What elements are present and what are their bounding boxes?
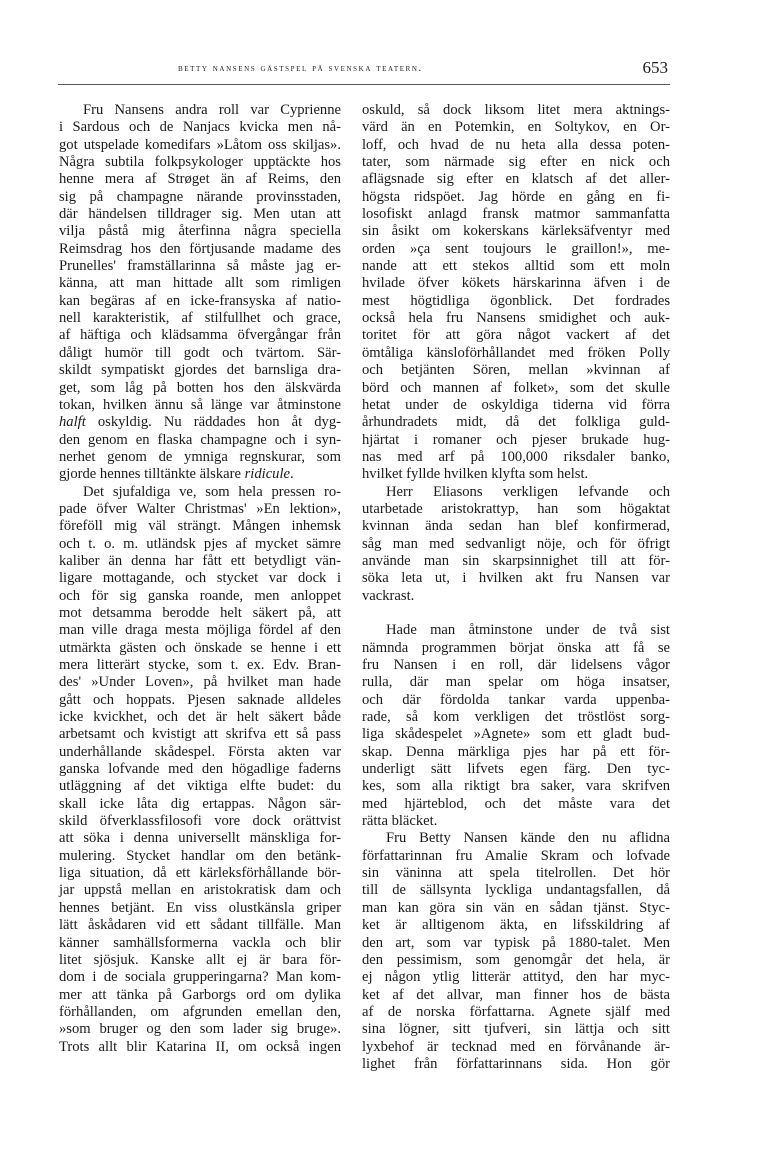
line-text: Reimsdrag hos den förtjusande madame des: [59, 240, 341, 257]
line-text: utläggning af det viktiga elfte budet: du: [59, 778, 341, 795]
line-text: fru Nansen i en roll, där lidelsens vågor: [362, 657, 670, 673]
text-line: [362, 553, 670, 570]
text-line: [59, 657, 341, 674]
line-text: liga situation, då ett kärleksförhållande bör-: [59, 865, 341, 882]
line-text: af häftiga och klädsamma öfvergångar från: [59, 327, 341, 344]
line-text: den pessimism, som genomgår det hela, är: [362, 951, 670, 968]
text-line: [59, 536, 341, 553]
line-text: jar uppstå mellan en aristokratisk dam och: [59, 882, 341, 899]
text-line: [362, 900, 670, 917]
line-text: vilja påstå mig återfinna några speciella: [59, 223, 341, 240]
line-text: Herr Eliasons verkligen lefvande och: [386, 483, 670, 500]
line-text: mera litterärt stycke, som t. ex. Edv. Bran-: [59, 657, 341, 673]
line-text: tater, som närmade sig efter en nick och: [362, 154, 670, 171]
text-line: gjorde hennes tilltänkte älskare ridicule.: [59, 466, 294, 483]
line-text: den genom en flaska champagne och i syn-: [59, 431, 341, 448]
line-text: aflägsnade sig efter en klatsch af det aller-: [362, 171, 670, 188]
line-text: också hela fru Nansens smidighet och auk-: [362, 310, 670, 327]
text-line: [362, 1039, 670, 1056]
text-line: [59, 223, 341, 240]
line-text: högsta ridspöet. Jag hörde en gång en fi-: [362, 188, 670, 205]
text-line: [59, 241, 341, 258]
text-line: [362, 206, 670, 223]
line-text: utmärkta gästen och önskade se henne i ett: [59, 639, 341, 656]
line-text: nerhet genom de ymniga regnskurar, som: [59, 448, 341, 465]
text-line: [59, 605, 341, 622]
line-text: mot detsamma berodde helt säkert på, att: [59, 604, 341, 621]
text-line: [59, 969, 341, 986]
line-text: rade, så kom verkligen det tröstlöst sorg-: [362, 709, 670, 726]
text-line: [362, 189, 670, 206]
line-text: arbetsamt och kvistigt att skrifva ett så pass: [59, 726, 341, 743]
line-text: losofiskt anlagd fransk matmor sammanfatta: [362, 206, 670, 223]
text-line: [59, 900, 341, 917]
text-line: [59, 501, 341, 518]
line-text: i Sardous och de Nanjacs kvicka men nå-: [59, 119, 341, 136]
line-text: förhållanden, om afgrunden emellan den,: [59, 1003, 341, 1020]
line-text: underhållande skådespel. Första akten var: [59, 743, 341, 760]
text-line: [59, 830, 341, 847]
line-text: sin åsikt om kokerskans kärleksäfventyr med: [362, 223, 670, 240]
line-text: ej någon ytlig litterär attityd, den har myc-: [362, 969, 670, 986]
line-text: kvinnan ända sedan han blef konfirmerad,: [362, 518, 670, 535]
text-line: [59, 761, 341, 778]
text-line: [362, 952, 670, 969]
line-text: sina lögner, sitt tjufveri, sin lättja och sitt: [362, 1021, 670, 1038]
page-header: [58, 60, 670, 85]
line-text: och där fördolda tankar varda uppenba-: [362, 691, 670, 708]
text-line: [59, 744, 341, 761]
text-line: [362, 1004, 670, 1021]
text-line: [362, 605, 670, 622]
line-text: des' »Under Loven», på hvilket man hade: [59, 674, 341, 691]
running-title: betty nansens gästspel på svenska teatern.: [178, 63, 423, 74]
page-number: 653: [642, 58, 668, 77]
line-text: hetat under de oskyldiga tiderna vid förra: [362, 396, 670, 413]
line-text: underligt sätt lifvets egen färg. Den tyc-: [362, 761, 670, 778]
text-line: [59, 778, 341, 795]
text-line: [59, 796, 341, 813]
line-text: lätt åskådaren vid ett sådant tillfälle. Man: [59, 917, 341, 934]
text-line: [59, 397, 341, 414]
text-line: [362, 674, 670, 691]
line-text: Några subtila folkpsykologer upptäckte hos: [59, 154, 341, 171]
text-line: [59, 640, 341, 657]
line-text: dom i de sociala grupperingarna? Man kom-: [59, 969, 341, 986]
text-line: [59, 310, 341, 327]
line-text: hvilade öfver kökets härskarinna äfven i de: [362, 275, 670, 292]
line-text: af de norska författarna. Agnete själf med: [362, 1003, 670, 1020]
line-text: hjärtat i romaner och pjeser brukade hug-: [362, 431, 670, 448]
line-text: nämnda programmen börjat önska att få se: [362, 639, 670, 656]
line-text: skall icke låta dig ertappas. Någon sär-: [59, 795, 341, 812]
line-text: rätta bläcket.: [362, 813, 438, 830]
line-text: att söka i denna universellt mänskliga for-: [59, 830, 341, 847]
line-text: ganska lofvande med den högadlige faderns: [59, 761, 341, 778]
text-line: [362, 622, 670, 639]
line-text: kaliber än denna har fått ett betydligt vän-: [59, 552, 341, 569]
text-line: [59, 553, 341, 570]
italic-word: halft: [59, 414, 86, 431]
line-text: mest högtidliga ögonblick. Det fordrades: [362, 292, 670, 309]
text-line: [59, 935, 341, 952]
text-line: [362, 293, 670, 310]
line-text: århundradets midt, då det folkliga guld-: [362, 414, 670, 431]
text-line: [362, 466, 670, 483]
line-text: känna, att man hittade allt som rimligen: [59, 275, 341, 292]
line-text: mer att tänka på Garborgs ord om dylika: [59, 986, 341, 1003]
text-line: [59, 674, 341, 691]
text-line: [362, 241, 670, 258]
line-text: och betjänten Sören, mellan »kvinnan af: [362, 362, 670, 379]
line-text: sig på champagne närande provinsstaden,: [59, 188, 341, 205]
text-line: [362, 102, 670, 119]
line-text: vackrast.: [362, 587, 415, 604]
line-text: got utspelade komedifars »Låtom oss skiljas».: [59, 136, 341, 153]
text-line: [59, 1039, 341, 1056]
text-line: [362, 657, 670, 674]
line-text: Trots allt blir Katarina II, om också ingen: [59, 1038, 341, 1055]
text-line: [59, 171, 341, 188]
line-text: hvilket fyllde hvilken klyfta som helst.: [362, 466, 589, 483]
line-text: nande att ett stekos alltid som ett moln: [362, 258, 670, 275]
line-text: lyxbehof är tecknad med en förvånande är-: [362, 1038, 670, 1055]
line-text: tokan, hvilken ännu så länge var åtminstone: [59, 396, 341, 413]
line-text: den art, som var typisk på 1880-talet. Men: [362, 934, 670, 951]
text-line: [362, 969, 670, 986]
line-text: toritet för att göra något vackert af det: [362, 327, 670, 344]
line-text: gjorde hennes tilltänkte älskare: [59, 466, 245, 483]
text-line: [362, 1021, 670, 1038]
right-column: [362, 102, 670, 1073]
line-text: nas med arf på 100,000 riksdaler banko,: [362, 448, 670, 465]
line-text: föreföll mig väl strängt. Mången inhemsk: [59, 518, 341, 535]
text-line: [362, 761, 670, 778]
line-text: Det sjufaldiga ve, som hela pressen ro-: [83, 483, 341, 500]
text-line: [59, 570, 341, 587]
text-line: [59, 345, 341, 362]
text-line: [59, 102, 341, 119]
text-line: [59, 848, 341, 865]
text-line: [59, 692, 341, 709]
text-line: [59, 1021, 341, 1038]
line-text: författarinnan fru Amalie Skram och lofvade: [362, 847, 670, 864]
italic-word: ridicule: [244, 466, 291, 483]
text-line: [362, 987, 670, 1004]
text-line: [362, 432, 670, 449]
text-line: [59, 622, 341, 639]
text-line: [362, 744, 670, 761]
line-text: värd än en Potemkin, en Soltykov, en Or-: [362, 119, 670, 136]
text-line: [362, 449, 670, 466]
text-line: [59, 952, 341, 969]
line-text: skild öfverklassfilosofi vore dock orättvist: [59, 813, 341, 830]
line-text: där händelsen tilldrager sig. Men utan att: [59, 206, 341, 223]
text-line: [362, 171, 670, 188]
line-text: nell karakteristik, af stilfullhet och grace,: [59, 310, 341, 327]
text-line: [362, 570, 670, 587]
line-text: kan begäras af en icke-fransyska af natio-: [59, 292, 341, 309]
line-text: get, som låg på botten hos den älskvärda: [59, 379, 341, 396]
line-text: Fru Nansens andra roll var Cyprienne: [83, 102, 341, 118]
text-line: [59, 380, 341, 397]
text-line: [362, 258, 670, 275]
text-line: [362, 882, 670, 899]
text-line: [59, 362, 341, 379]
text-line: [362, 588, 670, 605]
line-text: »som bruger og den som lader sig bruge».: [59, 1021, 341, 1038]
line-text: litet sjösjuk. Kanske allt ej är bara för-: [59, 951, 341, 968]
text-line: [59, 518, 341, 535]
line-text: med hjärteblod, och det måste vara det: [362, 795, 670, 812]
line-text: man ville draga mesta möjliga fördel af den: [59, 622, 341, 639]
text-line: [59, 119, 341, 136]
text-line: [59, 882, 341, 899]
text-line: [362, 640, 670, 657]
line-text: ket af det allvar, man finner hos de bästa: [362, 986, 670, 1003]
text-line: [59, 154, 341, 171]
line-text: Hade man åtminstone under de två sist: [386, 622, 670, 639]
text-line: [59, 414, 341, 431]
text-line: [59, 987, 341, 1004]
text-line: [59, 258, 341, 275]
text-line: [59, 293, 341, 310]
text-line: [59, 917, 341, 934]
text-line: [362, 275, 670, 292]
text-line: [362, 778, 670, 795]
text-line: [362, 830, 670, 847]
line-text: liga skådespelet »Agnete» som ett gladt bud-: [362, 726, 670, 743]
text-line: [59, 484, 341, 501]
line-text: gått och hoppats. Pjesen saknade alldeles: [59, 691, 341, 708]
left-column: [59, 102, 341, 1056]
text-line: [59, 327, 341, 344]
text-line: [362, 397, 670, 414]
line-text: utarbetade aristokrattyp, han som högaktat: [362, 500, 670, 517]
line-text: såg man med sedvanligt nöje, och för öfrigt: [362, 535, 670, 552]
line-text: loff, och hvad de nu heta alla dessa poten-: [362, 136, 670, 153]
text-line: [362, 1056, 670, 1073]
line-text: ömtåliga känsloförhållandet med fröken Polly: [362, 344, 670, 361]
text-line: [362, 501, 670, 518]
text-line: [59, 726, 341, 743]
line-text: och t. o. m. utländsk pjes af mycket sämre: [59, 535, 341, 552]
text-line: [362, 310, 670, 327]
text-line: [362, 935, 670, 952]
line-text: och för sig ganska roande, men anloppet: [59, 587, 341, 604]
text-line: [362, 865, 670, 882]
text-line: [362, 484, 670, 501]
line-text: använde man sin skarpsinnighet till att för-: [362, 552, 670, 569]
text-line: [362, 848, 670, 865]
text-line: [362, 536, 670, 553]
text-line: [59, 432, 341, 449]
line-text: skildt sympatiskt gjordes det barnsliga dra-: [59, 362, 341, 379]
line-text: hennes betjänt. En viss olustkänsla griper: [59, 899, 341, 916]
text-line: [362, 726, 670, 743]
line-text: oskuld, så dock liksom litet mera aktnings-: [362, 102, 670, 118]
line-text: kes, som alla riktigt bra saker, vara skrifven: [362, 778, 670, 795]
line-text: dåligt humör till godt och tvärtom. Sär-: [59, 344, 341, 361]
text-line: [59, 1004, 341, 1021]
line-text: oskyldig. Nu räddades hon åt dyg-: [85, 414, 341, 431]
line-text: lighet från författarinnans sida. Hon gör: [362, 1055, 670, 1072]
line-text: skap. Denna märkliga pjes har på ett för-: [362, 743, 670, 760]
line-text: Fru Betty Nansen kände den nu aflidna: [386, 830, 670, 847]
line-text: Prunelles' framställarinna så måste jag er-: [59, 258, 341, 275]
text-line: [362, 414, 670, 431]
text-line: [59, 449, 341, 466]
text-line: [362, 119, 670, 136]
text-line: [59, 813, 341, 830]
text-line: [59, 206, 341, 223]
line-text: börd och mannen af folket», som det skulle: [362, 379, 670, 396]
line-text: känner samhällsformerna vackla och blir: [59, 934, 341, 951]
text-line: [362, 345, 670, 362]
line-text: mulering. Stycket handlar om den betänk-: [59, 847, 341, 864]
line-text: icke kvickhet, och det är helt säkert både: [59, 709, 341, 726]
text-line: [59, 865, 341, 882]
line-text: ket är alltigenom äkta, en lifsskildring af: [362, 917, 670, 934]
line-text: sin väninna att spela titelrollen. Det hör: [362, 865, 670, 882]
line-text: ligare mottagande, och stycket var dock i: [59, 570, 341, 587]
line-text: orden »ça sent toujours le graillon!», me-: [362, 240, 670, 257]
text-line: [362, 917, 670, 934]
text-line: [362, 692, 670, 709]
line-text: man kan göra sin vän en sådan tjänst. Styc-: [362, 899, 670, 916]
text-line: [362, 796, 670, 813]
line-text: rulla, där man spelar om höga insatser,: [362, 674, 670, 691]
text-line: [59, 137, 341, 154]
text-line: [362, 137, 670, 154]
text-line: [59, 189, 341, 206]
text-line: [362, 813, 670, 830]
text-line: [59, 275, 341, 292]
line-text: pade öfver Walter Christmas' »En lektion»,: [59, 500, 341, 517]
line-text: söka leta ut, i hvilken akt fru Nansen var: [362, 570, 670, 587]
text-line: [59, 588, 341, 605]
text-line: [362, 380, 670, 397]
text-line: [362, 709, 670, 726]
line-text: till de sällsynta lyckliga undantagsfallen, då: [362, 882, 670, 899]
text-line: [362, 362, 670, 379]
text-line: [362, 154, 670, 171]
text-line: [59, 709, 341, 726]
text-line: [362, 518, 670, 535]
text-line: [362, 223, 670, 240]
text-line: [362, 327, 670, 344]
line-text: henne mera af Strøget än af Reims, den: [59, 171, 341, 188]
